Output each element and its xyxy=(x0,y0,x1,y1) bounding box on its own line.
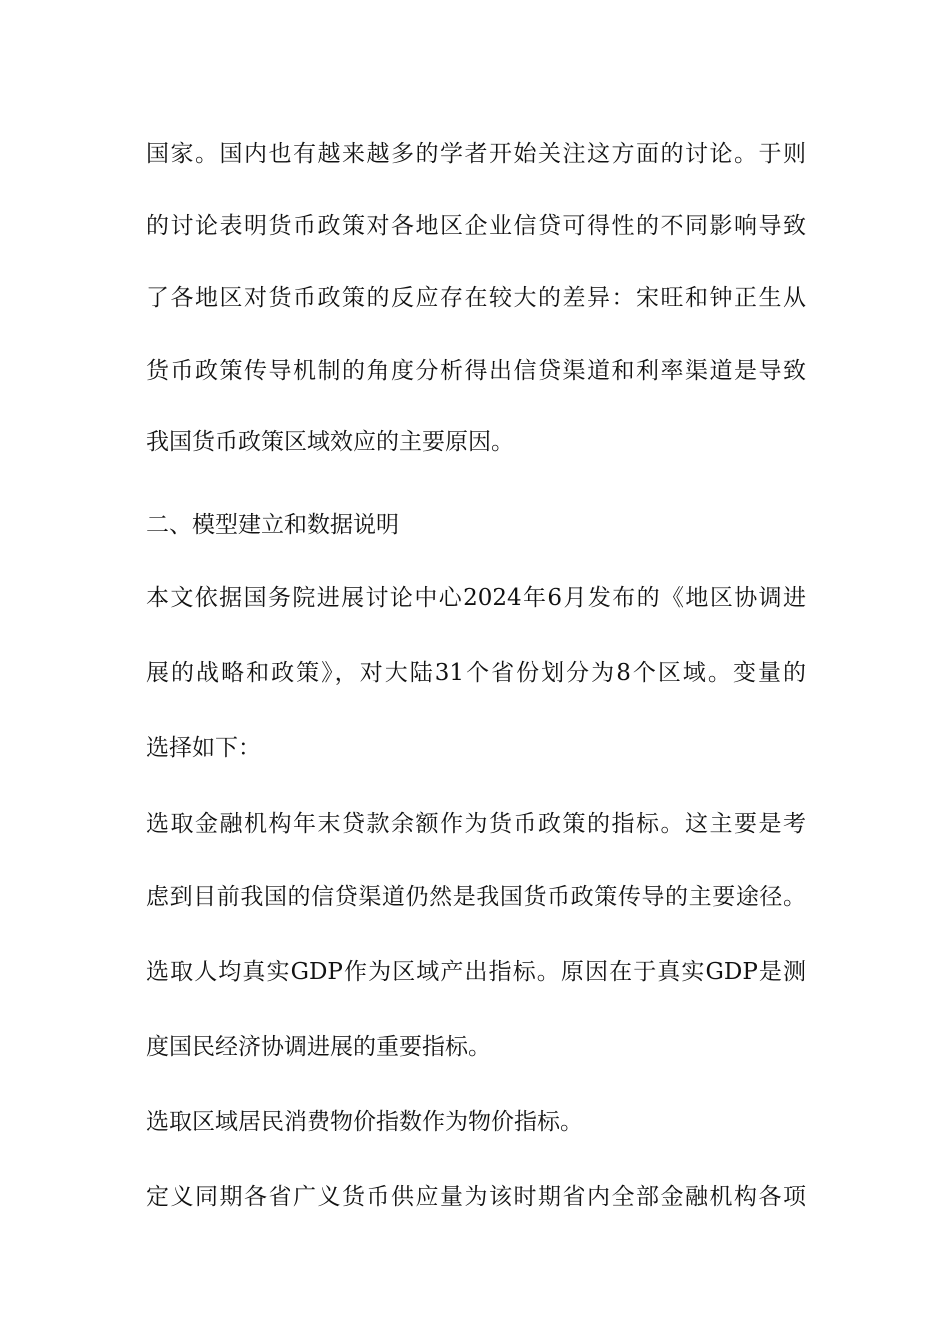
paragraph-line: 选取区域居民消费物价指数作为物价指标。 xyxy=(146,1109,583,1135)
paragraph-line: 定义同期各省广义货币供应量为该时期省内全部金融机构各项 xyxy=(146,1184,806,1210)
paragraph-line: 度国民经济协调进展的重要指标。 xyxy=(146,1034,491,1060)
paragraph-line: 虑到目前我国的信贷渠道仍然是我国货币政策传导的主要途径。 xyxy=(146,884,806,910)
paragraph-line: 的讨论表明货币政策对各地区企业信贷可得性的不同影响导致 xyxy=(146,213,806,239)
paragraph-line: 国家。国内也有越来越多的学者开始关注这方面的讨论。于则 xyxy=(146,141,806,167)
paragraph-line: 了各地区对货币政策的反应存在较大的差异：宋旺和钟正生从 xyxy=(146,285,806,311)
paragraph-line: 我国货币政策区域效应的主要原因。 xyxy=(146,429,514,455)
paragraph-line: 展的战略和政策》，对大陆31个省份划分为8个区域。变量的 xyxy=(146,660,806,686)
section-heading: 二、模型建立和数据说明 xyxy=(146,512,399,538)
paragraph-line: 选取金融机构年末贷款余额作为货币政策的指标。这主要是考 xyxy=(146,811,806,837)
paragraph-line: 本文依据国务院进展讨论中心2024年6月发布的《地区协调进 xyxy=(146,585,806,611)
paragraph-line: 选取人均真实GDP作为区域产出指标。原因在于真实GDP是测 xyxy=(146,959,806,985)
paragraph-line: 选择如下： xyxy=(146,735,261,761)
paragraph-line: 货币政策传导机制的角度分析得出信贷渠道和利率渠道是导致 xyxy=(146,358,806,384)
